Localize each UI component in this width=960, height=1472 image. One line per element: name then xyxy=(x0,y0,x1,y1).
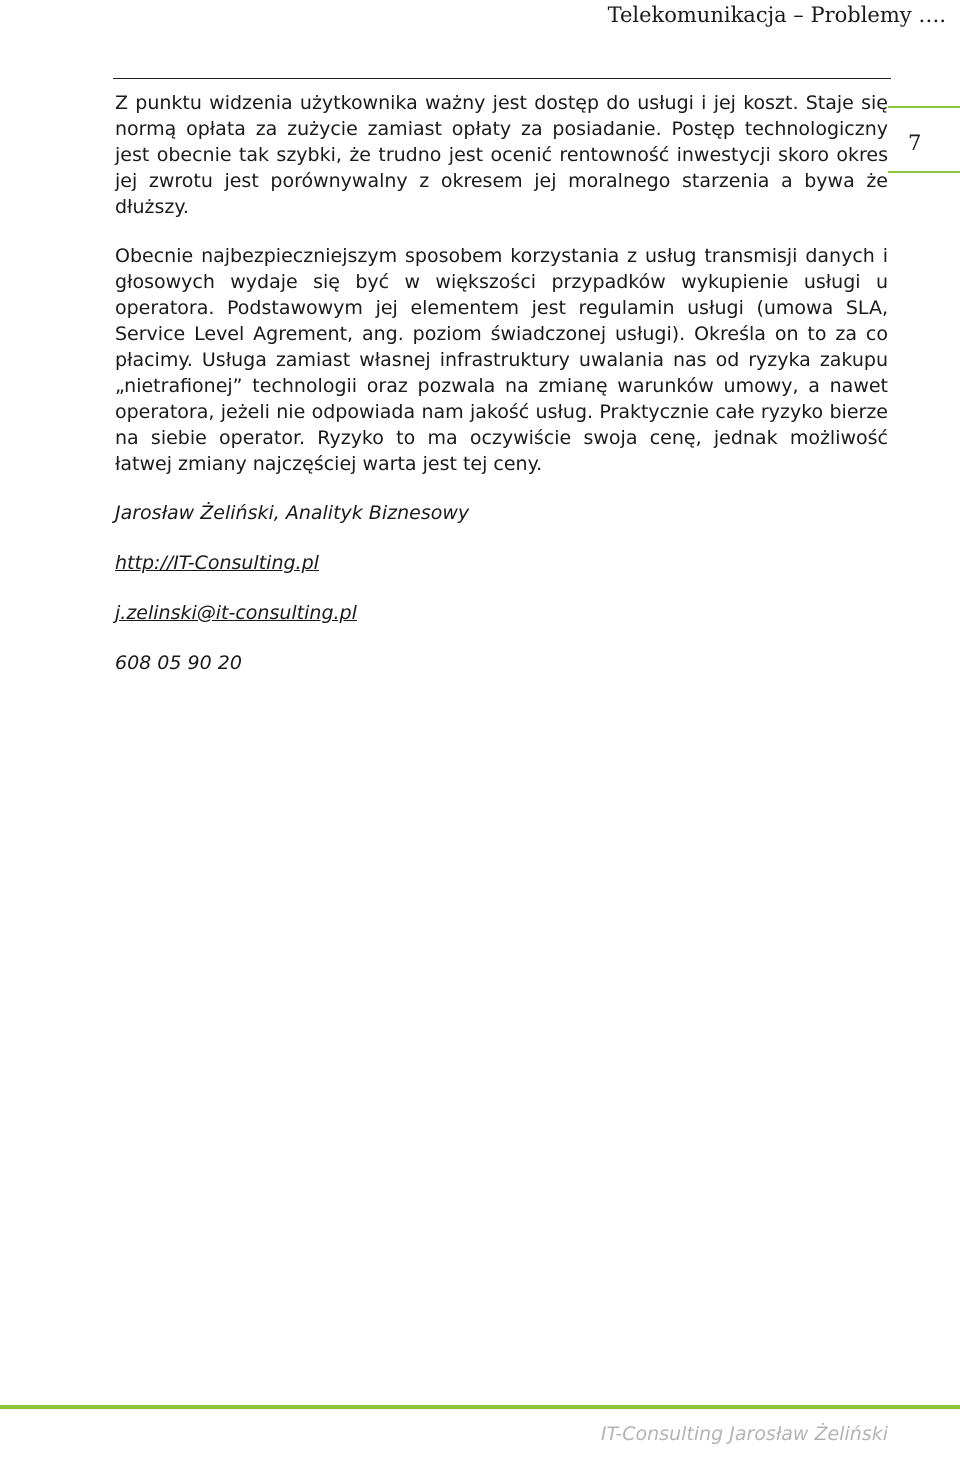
paragraph-access-cost: Z punktu widzenia użytkownika ważny jest dostęp do usługi i jej koszt. Staje się normą opłata za zużycie zamiast opłaty za posiadanie. Postęp technologiczny jest obecnie tak szybki, że trudno jest ocenić rentowność inwestycji skoro okres jej zwrotu jest porównywalny z okresem jej moralnego starzenia a bywa że dłuższy. xyxy=(115,92,888,218)
website-link[interactable]: http://IT-Consulting.pl xyxy=(115,552,319,574)
running-header-title: Telekomunikacja – Problemy …. xyxy=(607,3,946,27)
paragraph-operator-service: Obecnie najbezpieczniejszym sposobem korzystania z usług transmisji danych i głosowych wydaje się być w większości przypadków wykupienie usługi u operatora. Podstawowym jej elementem jest regulamin usługi (umowa SLA, Service Level Agrement, ang. poziom świadczonej usługi). Określa on to za co płacimy. Usługa zamiast własnej infrastruktury uwalania nas od ryzyka zakupu „nietrafionej” technologii oraz pozwala na zmianę warunków umowy, a nawet operatora, jeżeli nie odpowiada nam jakość usług. Praktycznie całe ryzyko bierze na siebie operator. Ryzyko to ma oczywiście swoja cenę, jednak możliwość łatwej zmiany najczęściej warta jest tej ceny. xyxy=(115,245,888,475)
phone-number: 608 05 90 20 xyxy=(115,652,242,674)
author-signature: Jarosław Żeliński, Analityk Biznesowy xyxy=(115,502,470,524)
email-link[interactable]: j.zelinski@it-consulting.pl xyxy=(115,602,357,624)
page-number: 7 xyxy=(908,131,922,155)
footer-divider xyxy=(0,1405,960,1409)
header-divider xyxy=(113,78,891,79)
page-number-rule-bottom xyxy=(888,171,960,173)
page-number-rule-top xyxy=(888,106,960,108)
document-body xyxy=(115,90,888,676)
footer-company-name: IT-Consulting Jarosław Żeliński xyxy=(600,1423,888,1445)
